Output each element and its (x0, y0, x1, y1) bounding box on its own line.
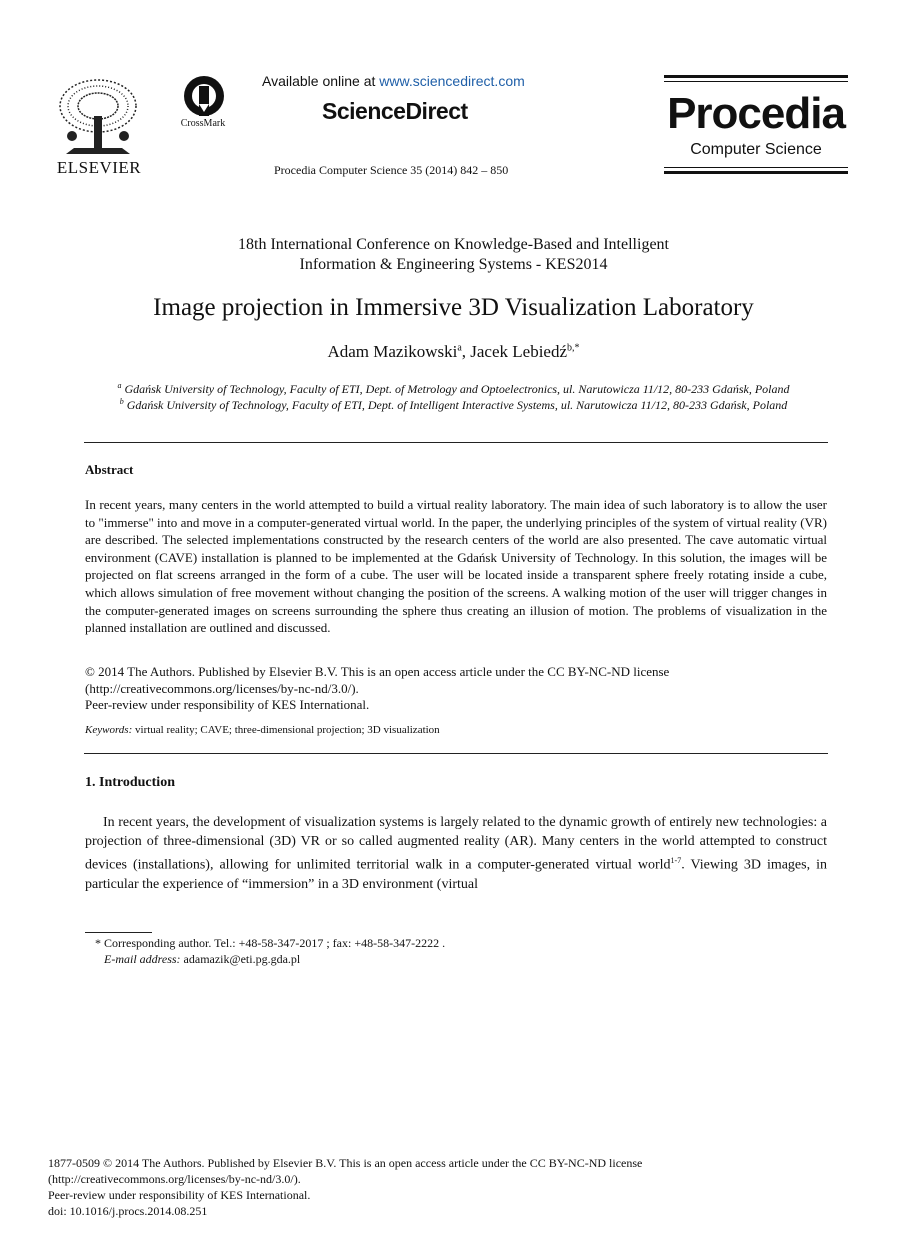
abstract-peer-review: Peer-review under responsibility of KES International. (85, 697, 370, 712)
procedia-bottom-thin-rule (664, 167, 848, 168)
procedia-bottom-rule (664, 171, 848, 174)
crossmark-label: CrossMark (180, 118, 226, 129)
procedia-top-thin-rule (664, 81, 848, 82)
corresponding-mark: * (574, 342, 580, 354)
available-prefix: Available online at (262, 73, 380, 89)
affiliation-a-mark: a (117, 381, 122, 390)
footnote-email (104, 952, 300, 967)
affiliation-a (0, 381, 907, 397)
sciencedirect-wordmark: ScienceDirect (322, 98, 468, 124)
journal-reference: Procedia Computer Science 35 (2014) 842 – 850 (274, 163, 509, 177)
keywords (85, 724, 440, 736)
author-2-affil: b, (567, 342, 575, 354)
available-online (262, 73, 525, 89)
section-heading-introduction: 1. Introduction (85, 775, 175, 790)
procedia-name: Procedia (667, 89, 845, 138)
abstract-text: In recent years, many centers in the world attempted to build a virtual reality laboratory. The main idea of such laboratory is to allow the user to "immerse" into and move in a computer-generated virtual world. In the paper, the underlying principles of the system of virtual reality (VR) are described. The selected implementations constructed by the research centers of the world are also presented. The cave automatic virtual environment (CAVE) installation is planned to be implemented at the Gdańsk University of Technology. In this solution, the images will be projected on flat screens arranged in the form of a cube. The user will be located inside a transparent sphere freely rotating inside a cube, which allows simulation of free movement without changing the position of the screens. A walking motion of the user will trigger changes in the computer-generated images on screens surrounding the sphere thus creating an illusion of motion. The problems of visualization in the planned installation are outlined and discussed. (85, 497, 827, 636)
affiliation-b-mark: b (119, 397, 124, 406)
introduction-paragraph (85, 813, 827, 894)
author-separator: , (461, 342, 471, 361)
keywords-label: Keywords: (85, 724, 133, 736)
introduction-text-cont: . Viewing 3D images, in particular the experience of “immersion” in a 3D environment (virtual (85, 857, 827, 892)
bottom-issn-line: 1877-0509 © 2014 The Authors. Published by Elsevier B.V. This is an open access article under the CC BY-NC-ND license (48, 1156, 643, 1170)
sciencedirect-link[interactable]: www.sciencedirect.com (379, 73, 525, 89)
abstract-license-link[interactable]: (http://creativecommons.org/licenses/by-nc-nd/3.0/). (85, 681, 359, 696)
bottom-peer-review: Peer-review under responsibility of KES International. (48, 1188, 311, 1202)
email-address[interactable]: adamazik@eti.pg.gda.pl (180, 952, 301, 966)
footnote-corresponding: * Corresponding author. Tel.: +48-58-347-2017 ; fax: +48-58-347-2222 . (95, 936, 446, 950)
paper-title: Image projection in Immersive 3D Visualization Laboratory (153, 294, 754, 321)
footnote-rule (85, 932, 152, 933)
email-label: E-mail address: (104, 952, 181, 966)
publisher-name: ELSEVIER (56, 158, 142, 177)
citation-ref: 1-7 (670, 856, 682, 865)
author-1: Adam Mazikowski (327, 342, 458, 361)
conference-line-2: Information & Engineering Systems - KES2014 (299, 256, 608, 273)
divider-bottom (84, 753, 828, 754)
introduction-text: In recent years, the development of visualization systems is largely related to the dynamic growth of entirely new technologies: a projection of three-dimensional (3D) VR or so called augmented reality (AR). Many centers in the world attempted to construct devices (installations), allowing for unlimited territorial walk in a computer-generated virtual world (85, 815, 827, 873)
bottom-license-link[interactable]: (http://creativecommons.org/licenses/by-nc-nd/3.0/). (48, 1172, 301, 1186)
affiliation-b-text: Gdańsk University of Technology, Faculty of ETI, Dept. of Intelligent Interactive Systems, ul. Narutowicza 11/12, 80-233 Gdańsk, Poland (123, 398, 788, 412)
abstract-heading: Abstract (85, 462, 134, 477)
procedia-top-rule (664, 75, 848, 78)
author-list (0, 342, 907, 362)
affiliation-b (0, 397, 907, 413)
bottom-doi[interactable]: doi: 10.1016/j.procs.2014.08.251 (48, 1204, 208, 1218)
author-2: Jacek Lebiedź (470, 342, 568, 361)
procedia-subtitle: Computer Science (690, 141, 822, 158)
divider-top (84, 442, 828, 443)
conference-line-1: 18th International Conference on Knowledge-Based and Intelligent (238, 236, 669, 253)
abstract-copyright-1: © 2014 The Authors. Published by Elsevier B.V. This is an open access article under the CC BY-NC-ND license (85, 664, 670, 679)
keywords-list: virtual reality; CAVE; three-dimensional projection; 3D visualization (132, 724, 440, 736)
procedia-logo (664, 75, 848, 175)
affiliation-a-text: Gdańsk University of Technology, Faculty of ETI, Dept. of Metrology and Optoelectronics, ul. Narutowicza 11/12, 80-233 Gdańsk, Poland (121, 382, 790, 396)
author-1-affil: a (457, 342, 462, 354)
